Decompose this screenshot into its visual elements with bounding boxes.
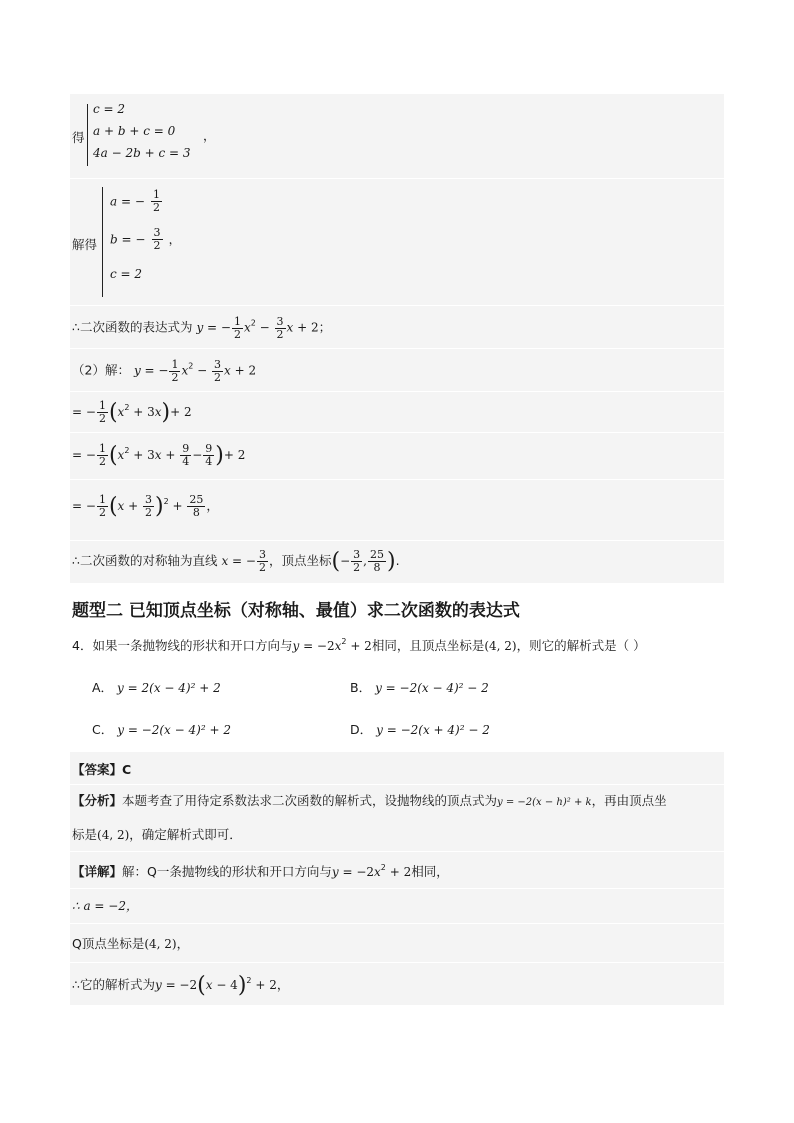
option-b[interactable]: B． y = −2(x − 4)² − 2	[350, 680, 489, 695]
detail-line-2: ∴ a = −2，	[72, 899, 138, 913]
detail-line-1: 【详解】解：Q一条抛物线的形状和开口方向与$y = -2x^2 + 2$相同，	[72, 863, 449, 879]
equation-1: c = 2	[93, 102, 126, 116]
detail-line-4: ∴它的解析式为$y = -2(x - 4)^2 + 2$，	[72, 973, 290, 998]
question-4	[70, 622, 724, 752]
equation-2: a + b + c = 0	[93, 124, 176, 138]
step-3-band	[70, 480, 724, 541]
detail-line-3: Q顶点坐标是(4, 2)，	[72, 936, 190, 951]
step-2-band	[70, 433, 724, 480]
option-a[interactable]: A． y = 2(x − 4)² + 2	[92, 680, 221, 695]
jiede-label: 解得	[72, 237, 98, 252]
part2-line: （2）解： y = − $\frac{1}{2}$ $x^2$ − $\frac{3}{2}$ x + 2	[72, 358, 257, 384]
option-d[interactable]: D． y = −2(x + 4)² − 2	[350, 722, 490, 737]
answer-line: 【答案】C	[72, 762, 132, 777]
analysis-line-1: 【分析】本题考查了用待定系数法求二次函数的解析式，设抛物线的顶点式为y = −2(x − h)² + k，再由顶点坐	[72, 793, 667, 808]
left-brace	[87, 104, 88, 166]
expression-line: ∴二次函数的表达式为 y = − $\frac{1}{2}$ $x^2$ − $\frac{3}{2}$ x + 2；	[72, 315, 332, 341]
step-3-line: = − $\frac{1}{2}$ (x + $\frac{3}{2}$ )$^2$ + $\frac{25}{8}$ ，	[72, 493, 219, 519]
axis-vertex-band	[70, 541, 724, 584]
de-label: 得	[72, 130, 85, 145]
detail-band-1	[70, 852, 724, 889]
detail-band-3	[70, 924, 724, 963]
equation-3: 4a − 2b + c = 3	[93, 146, 191, 160]
solution-values-band	[70, 179, 724, 306]
step-1-line: = − $\frac{1}{2}$ $(x^2 + 3x)+ 2$	[72, 399, 192, 425]
analysis-line-2: 标是(4, 2)，确定解析式即可．	[72, 827, 242, 842]
answer-band	[70, 752, 724, 785]
section-title-area	[70, 584, 724, 622]
left-brace-2	[102, 187, 103, 297]
step-2-line: = − $\frac{1}{2}$ ($x^2 + 3x$ + $\frac{9}{4}$ − $\frac{9}{4}$ )+ 2	[72, 442, 246, 468]
detail-band-2	[70, 889, 724, 924]
comma: ，	[203, 128, 216, 143]
expression-band	[70, 306, 724, 349]
option-c[interactable]: C． y = −2(x − 4)² + 2	[92, 722, 231, 737]
question-text: 4．如果一条抛物线的形状和开口方向与$y = -2x^2 + 2$相同，且顶点坐标是(4, 2)，则它的解析式是（ ）	[72, 637, 646, 653]
solution-b: b = − $\frac{3}{2}$ ，	[110, 226, 181, 252]
analysis-band	[70, 785, 724, 852]
part2-band	[70, 349, 724, 392]
detail-band-4	[70, 963, 724, 1006]
equation-system-band	[70, 94, 724, 179]
document-page	[70, 94, 724, 1006]
solution-a: a = − $\frac{1}{2}$	[110, 188, 160, 214]
step-1-band	[70, 392, 724, 433]
solution-c: c = 2	[110, 267, 143, 281]
section-title: 题型二 已知顶点坐标（对称轴、最值）求二次函数的表达式	[72, 601, 520, 621]
axis-vertex-line: ∴二次函数的对称轴为直线 x = − $\frac{3}{2}$ ，顶点坐标(− $\frac{3}{2}$ , $\frac{25}{8}$ ).	[72, 548, 400, 574]
